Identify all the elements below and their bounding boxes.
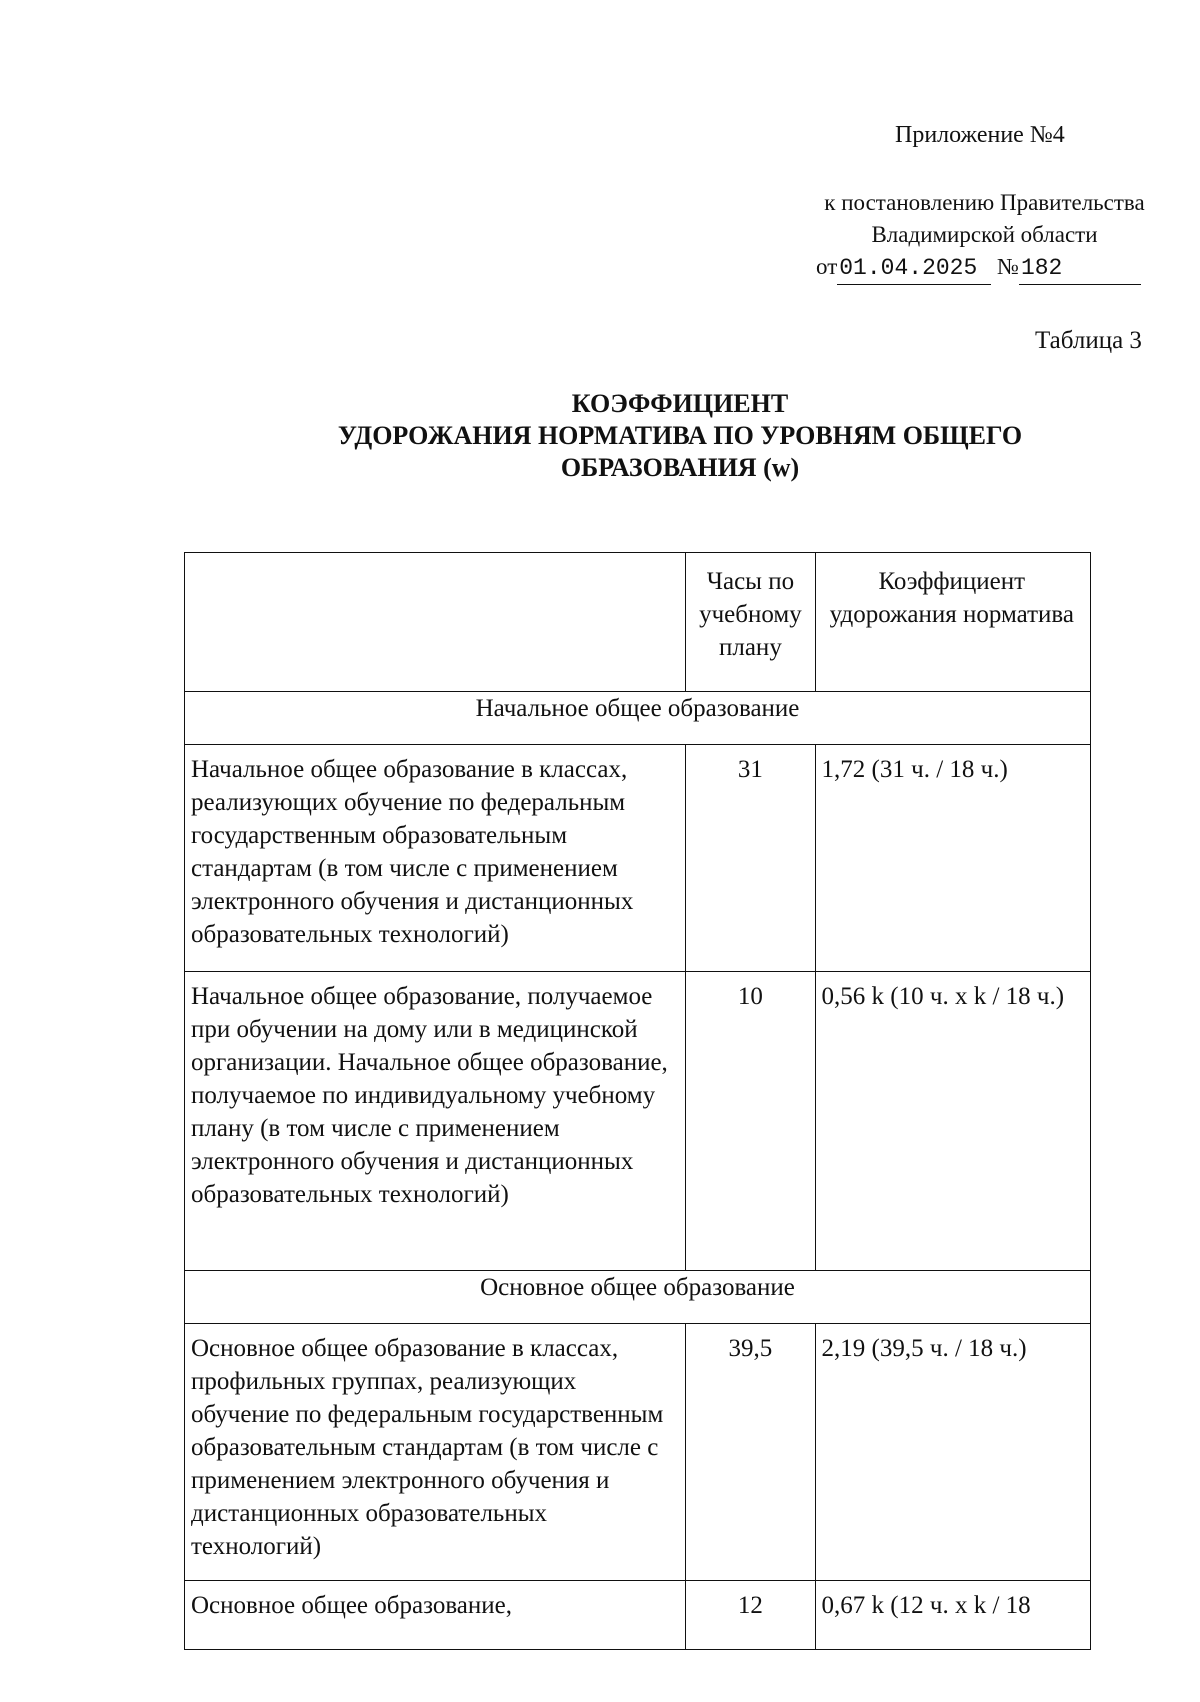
resolution-line-1: к постановлению Правительства [824,190,1145,215]
table-row [185,1324,1091,1581]
section-row-primary [185,692,1091,745]
resolution-from: от [816,254,838,279]
resolution-date-line [812,251,1157,285]
table-row [185,1581,1091,1650]
row-description: Основное общее образование в классах, профильных группах, реализующих обучение по федеральным государственным образовательным стандартам (в том числе с применением электронного обучения и дистанционных образовательных технологий) [185,1324,686,1581]
row-description: Начальное общее образование в классах, реализующих обучение по федеральным государственным образовательным стандартам (в том числе с применением электронного обучения и дистанционных образовательных технологий) [185,745,686,972]
document-title [260,388,1100,484]
section-title: Основное общее образование [185,1271,1091,1324]
title-line-1: КОЭФФИЦИЕНТ [571,389,789,418]
resolution-reference [812,187,1157,285]
row-hours: 39,5 [686,1324,815,1581]
header-coefficient: Коэффициент удорожания норматива [815,553,1090,692]
row-hours: 12 [686,1581,815,1650]
title-line-2: УДОРОЖАНИЯ НОРМАТИВА ПО УРОВНЯМ ОБЩЕГО [337,421,1023,450]
section-row-basic [185,1271,1091,1324]
header-hours: Часы по учебному плану [686,553,815,692]
row-coefficient: 0,56 k (10 ч. х k / 18 ч.) [815,972,1090,1271]
table-row [185,972,1091,1271]
row-coefficient: 0,67 k (12 ч. х k / 18 [815,1581,1090,1650]
row-hours: 10 [686,972,815,1271]
row-description: Основное общее образование, [185,1581,686,1650]
resolution-no-sign: № [997,254,1019,279]
row-coefficient: 2,19 (39,5 ч. / 18 ч.) [815,1324,1090,1581]
resolution-number: 182 [1019,252,1141,285]
resolution-line-2: Владимирской области [871,222,1098,247]
appendix-number: Приложение №4 [895,122,1065,148]
table-row [185,745,1091,972]
table-label: Таблица 3 [1035,327,1142,354]
coefficient-table [184,552,1091,1650]
header-empty-cell [185,553,686,692]
row-description: Начальное общее образование, получаемое при обучении на дому или в медицинской организации. Начальное общее образование, получаемое по индивидуальному учебному плану (в том числе с применением электронного обучения и дистанционных образовательных технологий) [185,972,686,1271]
table-header-row [185,553,1091,692]
row-coefficient: 1,72 (31 ч. / 18 ч.) [815,745,1090,972]
section-title: Начальное общее образование [185,692,1091,745]
row-hours: 31 [686,745,815,972]
title-line-3: ОБРАЗОВАНИЯ (w) [560,453,800,482]
resolution-date: 01.04.2025 [837,252,991,285]
